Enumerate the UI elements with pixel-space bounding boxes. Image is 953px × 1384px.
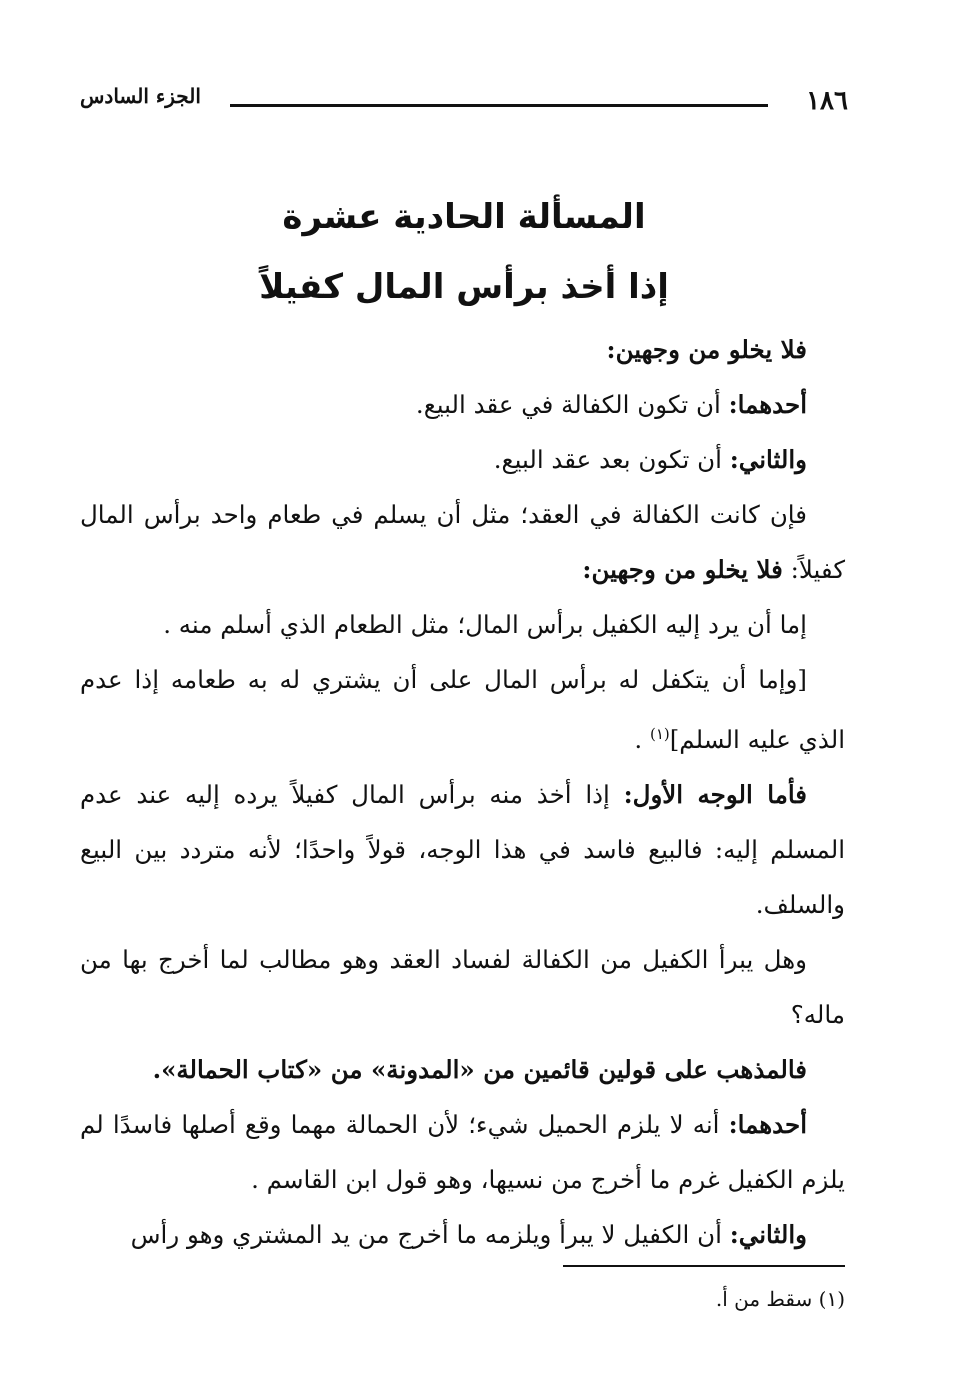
paragraph-lead: فالمذهب على قولين قائمين من «المدونة» من «كتاب الحمالة». [152,1055,807,1085]
paragraph [80,487,845,597]
paragraph [80,767,845,932]
paragraph-lead: والثاني: [729,1220,807,1250]
header-rule [230,104,768,107]
paragraph-text: إما أن يرد إليه الكفيل برأس المال؛ مثل الطعام الذي أسلم منه . [163,610,807,639]
body-text [80,322,845,1262]
paragraph-text: وهل يبرأ الكفيل من الكفالة لفساد العقد وهو مطالب لما أخرج بها من ماله؟ [80,945,845,1030]
paragraph [80,432,845,487]
section-titles [80,195,848,335]
paragraph [80,652,845,767]
paragraph-lead: أحدهما: [728,390,807,419]
paragraph-text: أن تكون الكفالة في عقد البيع. [415,390,729,419]
footnote-marker: (١) [649,725,670,743]
paragraph-lead: أحدهما: [728,1110,807,1140]
chapter-title: المسألة الحادية عشرة [282,197,646,237]
footnote-rule [563,1265,845,1267]
footnote: (١) سقط من أ. [715,1287,845,1311]
page-number: ١٨٦ [806,86,848,116]
paragraph-lead: والثاني: [729,445,807,474]
paragraph [80,1097,845,1207]
paragraph-text: أن تكون بعد عقد البيع. [493,445,730,474]
paragraph [80,1207,845,1262]
page-header [80,84,848,120]
paragraph-text: أن الكفيل لا يبرأ ويلزمه ما أخرج من يد المشتري وهو رأس [130,1220,730,1250]
paragraph [80,932,845,1042]
running-title: الجزء السادس [80,84,201,108]
paragraph-text: [وإما أن يتكفل له برأس المال على أن يشتري له به طعامه إذا عدم الذي عليه السلم] [80,665,845,755]
paragraph [80,597,845,652]
paragraph [80,322,845,377]
paragraph-text: أنه لا يلزم الحميل شيء؛ لأن الحمالة مهما وقع أصلها فاسدًا لم يلزم الكفيل غرم ما أخرج من نسيها، وهو قول ابن القاسم . [80,1110,845,1195]
paragraph-lead: فلا يخلو من وجهين: [582,555,783,584]
paragraph-lead: فأما الوجه الأول: [623,780,807,810]
section-subtitle: إذا أخذ برأس المال كفيلاً [259,267,669,307]
paragraph [80,1042,845,1097]
paragraph [80,377,845,432]
paragraph-tail: . [634,725,650,755]
paragraph-lead: فلا يخلو من وجهين: [606,335,807,364]
paragraph-text: إذا أخذ منه برأس المال كفيلاً يرده إليه عند عدم المسلم إليه: فالبيع فاسد في هذا الوجه، قولاً واحدًا؛ لأنه متردد بين البيع والسلف. [80,780,845,920]
paragraph-text: فإن كانت الكفالة في العقد؛ مثل أن يسلم في طعام واحد برأس المال كفيلاً: [80,500,845,584]
